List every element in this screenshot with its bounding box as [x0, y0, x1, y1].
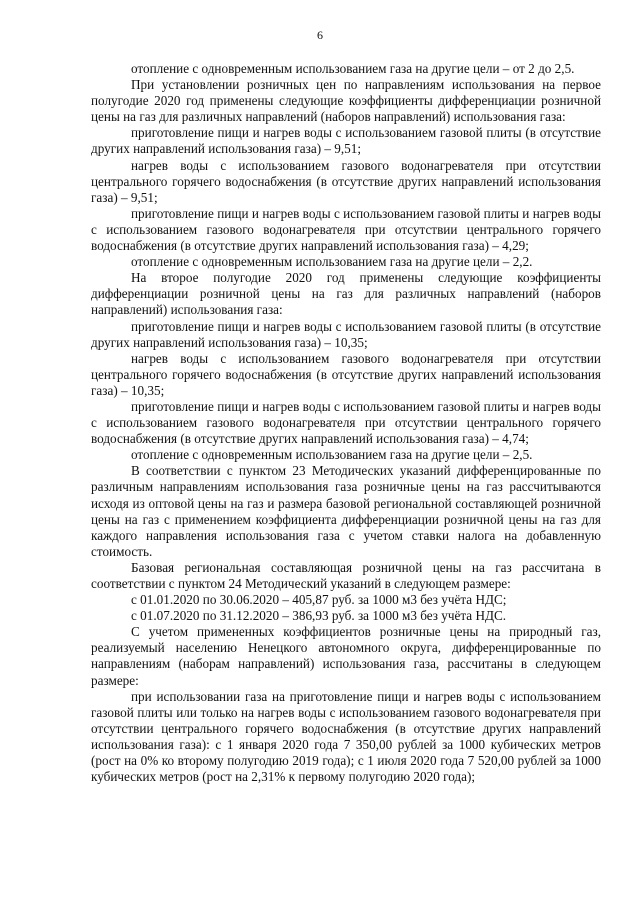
- paragraph: нагрев воды с использованием газового водонагревателя при отсутствии центрального горячего водоснабжения (в отсутствие других направлений использования газа) – 9,51;: [91, 157, 601, 205]
- paragraph: На второе полугодие 2020 год применены следующие коэффициенты дифференциации розничной цены на газ для различных направлений (наборов направлений) использования газа:: [91, 270, 601, 318]
- paragraph: приготовление пищи и нагрев воды с использованием газовой плиты (в отсутствие других направлений использования газа) – 9,51;: [91, 125, 601, 157]
- paragraph: В соответствии с пунктом 23 Методических указаний дифференцированные по различным направлениям использования газа розничные цены на газ рассчитываются исходя из оптовой цены на газ и размера базовой региональной составляющей розничной цены на газ с применением коэффициента дифференциации розничной цены на газ для каждого направления использования газа с учетом ставки налога на добавленную стоимость.: [91, 463, 601, 559]
- paragraph: приготовление пищи и нагрев воды с использованием газовой плиты (в отсутствие других направлений использования газа) – 10,35;: [91, 318, 601, 350]
- paragraph: Базовая региональная составляющая розничной цены на газ рассчитана в соответствии с пунктом 24 Методический указаний в следующем размере:: [91, 559, 601, 591]
- document-body: [91, 61, 601, 785]
- paragraph: с 01.01.2020 по 30.06.2020 – 405,87 руб. за 1000 м3 без учёта НДС;: [131, 592, 507, 608]
- paragraph: отопление с одновременным использованием газа на другие цели – 2,2.: [131, 254, 533, 270]
- paragraph: приготовление пищи и нагрев воды с использованием газовой плиты и нагрев воды с использованием газового водонагревателя при отсутствии центрального горячего водоснабжения (в отсутствие других направлений использования газа) – 4,74;: [91, 398, 601, 447]
- paragraph: нагрев воды с использованием газового водонагревателя при отсутствии центрального горячего водоснабжения (в отсутствие других направлений использования газа) – 10,35;: [91, 350, 601, 398]
- paragraph: При установлении розничных цен по направлениям использования на первое полугодие 2020 год применены следующие коэффициенты дифференциации розничной цены на газ для различных направлений (наборов направлений) использования газа:: [91, 77, 601, 125]
- paragraph: приготовление пищи и нагрев воды с использованием газовой плиты и нагрев воды с использованием газового водонагревателя при отсутствии центрального горячего водоснабжения (в отсутствие других направлений использования газа) – 4,29;: [91, 205, 601, 254]
- paragraph: отопление с одновременным использованием газа на другие цели – 2,5.: [131, 447, 533, 463]
- paragraph: при использовании газа на приготовление пищи и нагрев воды с использованием газовой плиты или только на нагрев воды с использованием газового водонагревателя при отсутствии центрального горячего водоснабжения (в отсутствие других направлений использования газа): с 1 января 2020 года 7 350,00 рублей за 1000 кубических метров (рост на 0% ко второму полугодию 2019 года); с 1 июля 2020 года 7 520,00 рублей за 1000 кубических метров (рост на 2,31% к первому полугодию 2020 года);: [91, 688, 601, 785]
- paragraph: с 01.07.2020 по 31.12.2020 – 386,93 руб. за 1000 м3 без учёта НДС.: [131, 608, 507, 624]
- paragraph: отопление с одновременным использованием газа на другие цели – от 2 до 2,5.: [131, 61, 575, 76]
- page-number: 6: [317, 28, 323, 42]
- paragraph: С учетом примененных коэффициентов розничные цены на природный газ, реализуемый населению Ненецкого автономного округа, дифференцированные по направлениям (наборам направлений) использования газа, рассчитаны в следующем размере:: [91, 624, 601, 688]
